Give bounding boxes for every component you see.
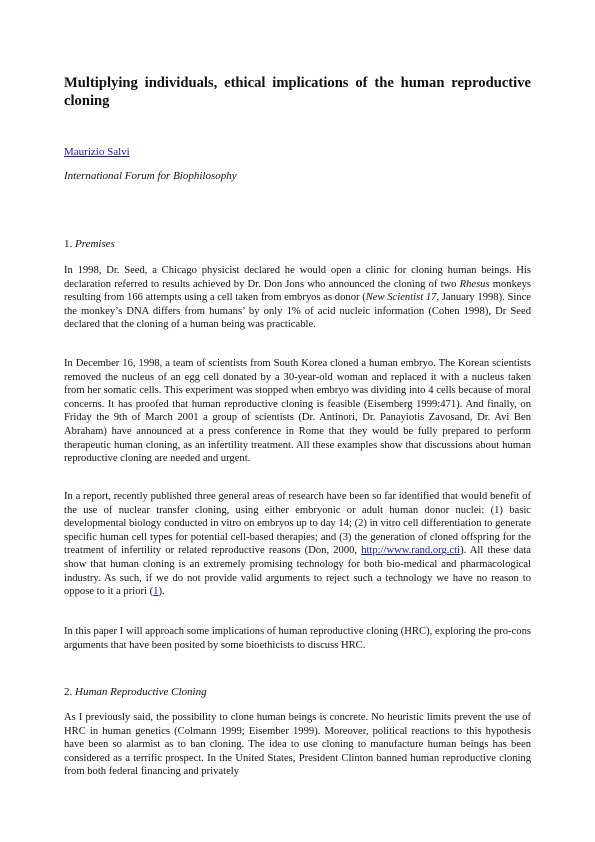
section-heading-premises [64,238,115,251]
paragraph: In 1998, Dr. Seed, a Chicago physicist declared he would open a clinic for cloning human beings. His declaration referred to results achieved by Dr. Don Jons who announced the cloning of two Rhesus monkeys resulting from 166 attempts using a cell taken from embryos as donor (New Scientist 17, January 1998). Since the monkey’s DNA differs from humans’ by only 1% of acid nucleic information (Cohen 1998), Dr Seed declared that the cloning of a human being was practicable. [64,265,531,331]
section-title: Human Reproductive Cloning [75,686,207,698]
section-heading-hrc [64,686,207,699]
footnote-link[interactable]: 1 [153,586,159,598]
paragraph: In December 16, 1998, a team of scientists from South Korea cloned a human embryo. The Korean scientists removed the nucleus of an egg cell donated by a 30-year-old woman and replaced it with a nucleus taken from her somatic cells. This experiment was stopped when embryo was dividing into 4 cells because of moral concerns. It has proofed that human reproductive cloning is feasible (Eisemberg 1999:471). And finally, on Friday the 9th of March 2001 a group of scientists (Dr. Antinori, Dr. Panayiotis Zavosand, Dr. Avi Ben Abraham) have announced at a press conference in Rome that they would be fully prepared to perform therapeutic human cloning, as an infertility treatment. All these examples show that discussions about human reproductive cloning are needed and urgent. [64,358,531,465]
section-title: Premises [75,238,115,250]
species-name: Rhesus [459,278,490,290]
citation: New Scientist 17 [365,292,437,304]
section-number: 2. [64,686,73,698]
paragraph: In a report, recently published three general areas of research have been so far identified that would benefit of the use of nuclear transfer cloning, using either embryonic or adult human donor nuclei: (1) basic developmental biology conducted in vitro on embryos up to day 14; (2) in vitro cell differentiation to generate specific human cell types for potential cell-based therapies; and (3) the generation of cloned offspring for the treatment of infertility or related reproductive reasons (Don, 2000, http://www.rand.org.cti). All these data show that human cloning is an extremely promising technology for both bio-medical and pharmacological industry. As such, if we do not provide valid arguments to reject such a technology we have no reason to oppose to it a priori (1). [64,491,531,598]
paragraph: In this paper I will approach some implications of human reproductive cloning (HRC), exploring the pro-cons arguments that have been posited by some bioethicists to discuss HRC. [64,626,531,651]
author-link[interactable]: Maurizio Salvi [64,146,130,158]
author-affiliation: International Forum for Biophilosophy [64,170,237,182]
paper-title: Multiplying individuals, ethical implications of the human reproductive cloning [64,75,531,109]
paragraph: As I previously said, the possibility to clone human beings is concrete. No heuristic limits prevent the use of HRC in human genetics (Colmann 1999; Eisember 1999). Moreover, political reactions to this hypothesis have been so alarmist as to ban cloning. The idea to use cloning to manufacture human beings has been considered as a terrific prospect. In the United States, President Clinton banned human reproductive cloning from both federal financing and privately [64,712,531,778]
reference-link[interactable]: http://www.rand.org.cti [361,545,461,557]
section-number: 1. [64,238,73,250]
